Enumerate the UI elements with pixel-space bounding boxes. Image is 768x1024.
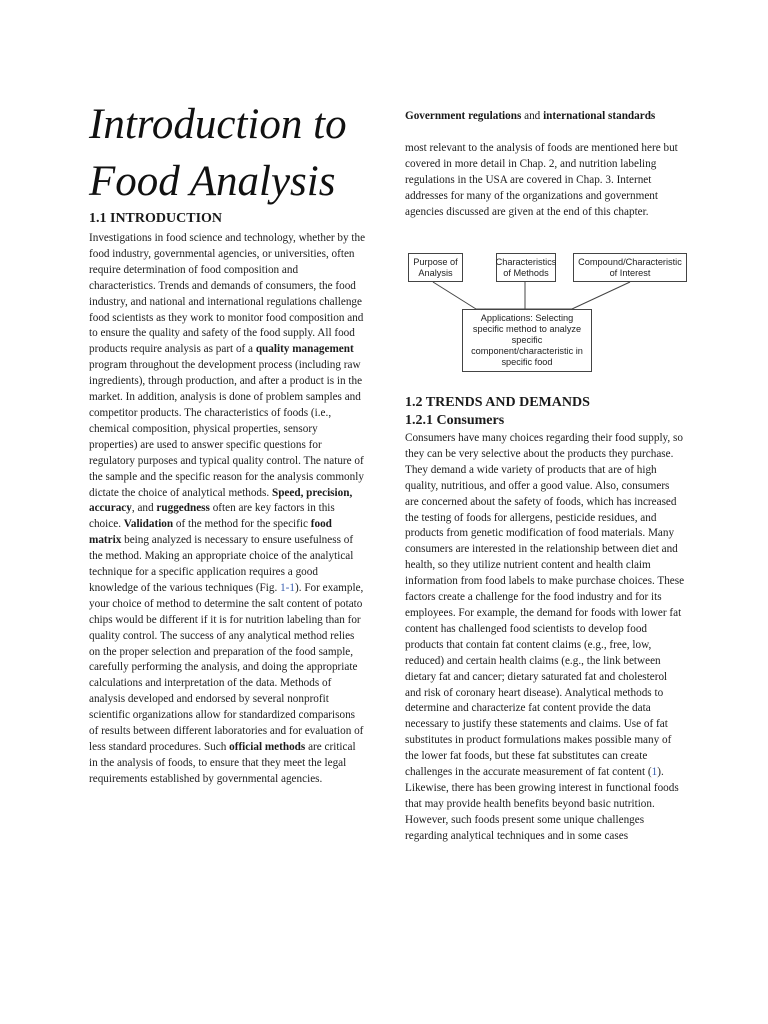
- intro-text-3: , and: [131, 502, 157, 515]
- intro-text-2: program throughout the development process (including raw ingredients), through production, and after a product is in the market. In addition, analysis is done of problem samples and competitor products. The characteristics of foods (i.e., chemical composition, physical properties, sensory properties) are used to answer specific questions for regulatory purposes and typical quality control. The nature of the sample and the specific reason for the analysis commonly dictate the choice of analytical methods.: [89, 359, 364, 499]
- term-speed-precision-accuracy: Speed, precision, accuracy: [89, 486, 353, 515]
- section-heading-trends: 1.2 TRENDS AND DEMANDS: [405, 395, 590, 410]
- box-compound-characteristic: Compound/Characteristic of Interest: [573, 253, 687, 282]
- citation-reference-link[interactable]: 1: [651, 766, 658, 779]
- term-international-standards: international standards: [543, 110, 656, 122]
- gov-regulations-paragraph: most relevant to the analysis of foods are mentioned here but covered in more detail in Chap. 2, and nutrition labeling regulations in the USA are covered in Chap. 3. Internet addresses for many of the organizations and government agencies discussed are given at the end of this chapter.: [405, 142, 678, 218]
- page-title: [89, 96, 389, 210]
- title-line-2: Food Analysis: [89, 158, 336, 205]
- box-purpose-of-analysis: Purpose of Analysis: [408, 253, 463, 282]
- box-applications: Applications: Selecting specific method to analyze specific component/characteristic in specific food: [462, 309, 592, 372]
- term-government-regulations: Government regulations: [405, 110, 522, 122]
- intro-paragraph: [89, 231, 366, 788]
- intro-text-6: being analyzed is necessary to ensure usefulness of the method. Making an appropriate choice of the analytical technique for a specific application requires a good knowledge of the various techniques (Fig.: [89, 534, 354, 594]
- consumers-text-2: ). Likewise, there has been growing interest in functional foods that may provide health benefits beyond basic nutrition. However, such foods present some unique challenges regarding analytical techniques and in some cases: [405, 766, 679, 842]
- consumers-text-1: Consumers have many choices regarding their food supply, so they can be very selective about the products they purchase. They demand a wide variety of products that are of high quality, nutritious, and offer a good value. Also, consumers are concerned about the safety of foods, which has increased the testing of foods for allergens, pesticide residues, and products from genetic modification of food materials. Many consumers are interested in the relationship between diet and health, so they utilize nutrient content and health claim information from food labels to make purchase choices. These factors create a challenge for the food industry and for its employees. For example, the demand for foods with lower fat content has challenged food scientists to develop food products that contain fat content claims (e.g., free, low, reduced) and certain health claims (e.g., the link between dietary fat and cancer; dietary saturated fat and cholesterol and risk of coronary heart disease). Analytical methods to determine and characterize fat content provide the data necessary to justify these statements and claims. Use of fat substitutes in product formulations makes possible many of the lower fat foods, but these fat substitutes can create challenges in the accurate measurement of fat content (: [405, 432, 685, 779]
- term-validation: Validation: [123, 518, 174, 531]
- subsection-heading-consumers: 1.2.1 Consumers: [405, 413, 505, 428]
- figure-1-1-diagram: [405, 250, 690, 375]
- section-heading-introduction: 1.1 INTRODUCTION: [89, 211, 223, 226]
- gov-and: and: [521, 110, 544, 122]
- term-official-methods: official methods: [229, 741, 306, 753]
- figure-reference-link[interactable]: 1-1: [280, 581, 295, 594]
- intro-text-5: of the method for the specific: [173, 518, 311, 531]
- intro-text-7: ). For example, your choice of method to determine the salt content of potato chips would be different if it is for nutrition labeling than for quality control. The success of any analytical method relies on the proper selection and preparation of the food sample, carefully performing the analysis, and doing the appropriate calculations and interpretation of the data. Methods of analysis developed and endorsed by several nonprofit scientific organizations allow for standardized comparisons of results between different laboratories and for evaluation of less standard procedures. Such: [89, 581, 364, 753]
- intro-text-1: Investigations in food science and technology, whether by the food industry, governmental agencies, or universities, often require determination of food composition and characteristics. Trends and demands of consumers, the food industry, and national and international regulations challenge food scientists as they work to monitor food composition and to ensure the quality and safety of the food supply. All food products require analysis as part of a: [89, 232, 366, 356]
- title-line-1: Introduction to: [89, 101, 347, 148]
- term-quality-management: quality management: [255, 343, 354, 356]
- intro-text-8: are critical in the analysis of foods, to ensure that they meet the legal requirements established by governmental agencies.: [89, 741, 356, 785]
- gov-regulations-heading: [405, 109, 675, 125]
- box-characteristics-of-methods: Characteristics of Methods: [496, 253, 556, 282]
- consumers-paragraph: [405, 431, 685, 845]
- intro-text-4: often are key factors in this choice.: [89, 502, 335, 531]
- term-food-matrix: food matrix: [89, 518, 332, 547]
- term-ruggedness: ruggedness: [156, 502, 210, 515]
